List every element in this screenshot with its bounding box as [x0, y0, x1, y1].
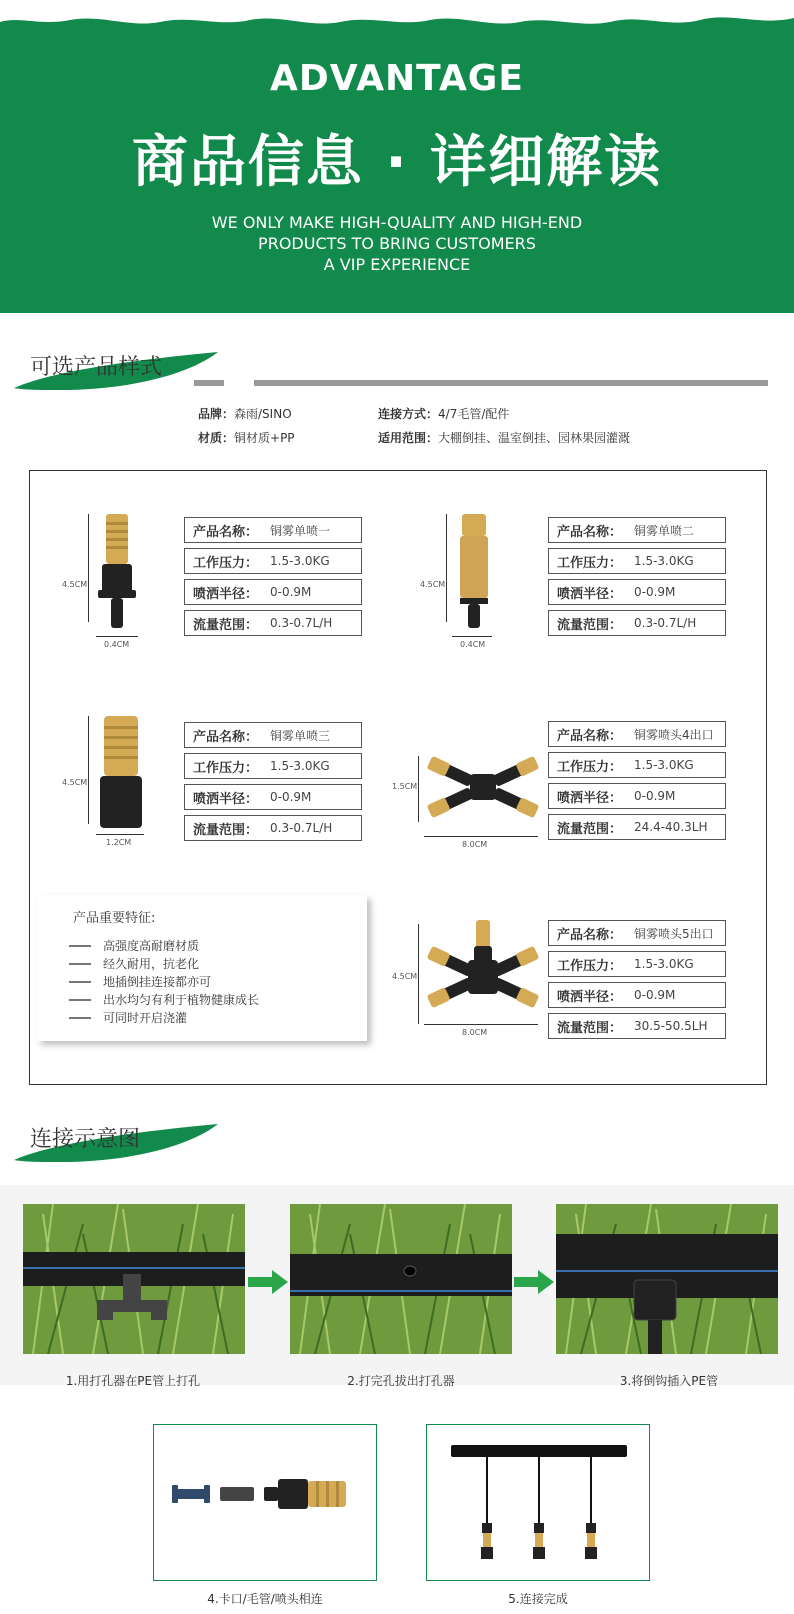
value-pressure: 1.5-3.0KG [630, 752, 726, 778]
value-radius: 0-0.9M [630, 783, 726, 809]
list-item [69, 955, 259, 973]
dash-icon [69, 963, 91, 965]
value-name: 铜雾喷头5出口 [630, 920, 726, 946]
nozzle-image [94, 512, 142, 632]
dash-icon [69, 1017, 91, 1019]
dimension-height: 4.5CM [62, 580, 88, 589]
label-name: 产品名称： [184, 517, 266, 543]
label-pressure: 工作压力： [184, 548, 266, 574]
spec-table [548, 716, 726, 845]
brand-label: 品牌： [198, 407, 235, 421]
completed-assembly-image [427, 1425, 649, 1580]
scope-value: 大棚倒挂、温室倒挂、园林果园灌溉 [438, 431, 631, 445]
dimension-line [96, 834, 144, 835]
dimension-line [446, 514, 447, 622]
value-name: 铜雾喷头4出口 [630, 721, 726, 747]
divider [194, 380, 224, 386]
banner-title-cn: 商品信息 · 详细解读 [131, 130, 663, 195]
spec-summary [198, 402, 630, 450]
brand-value: 森雨/SINO [234, 407, 292, 421]
list-item [69, 1009, 259, 1027]
label-flow: 流量范围： [548, 610, 630, 636]
nozzle-5-outlet-image [424, 920, 542, 1024]
step-caption: 5.连接完成 [508, 1592, 568, 1606]
spec-table [548, 915, 726, 1044]
label-pressure: 工作压力： [548, 752, 630, 778]
value-flow: 24.4-40.3LH [630, 814, 726, 840]
dimension-height: 4.5CM [392, 972, 418, 981]
step-caption: 4.卡口/毛管/喷头相连 [207, 1592, 323, 1606]
nozzle-image [96, 714, 146, 832]
value-name: 铜雾单喷三 [266, 722, 362, 748]
label-name: 产品名称： [548, 517, 630, 543]
tagline-line: A VIP EXPERIENCE [323, 255, 471, 274]
label-flow: 流量范围： [548, 1013, 630, 1039]
material-label: 材质： [198, 431, 235, 445]
grass-pipe-photo [556, 1204, 778, 1354]
header-banner [0, 0, 794, 313]
label-flow: 流量范围： [184, 815, 266, 841]
banner-title-en: ADVANTAGE [270, 58, 524, 99]
label-flow: 流量范围： [548, 814, 630, 840]
feature-text: 出水均匀有利于植物健康成长 [103, 993, 260, 1007]
label-radius: 喷洒半径： [184, 579, 266, 605]
arrow-right-icon [248, 1270, 288, 1294]
dimension-line [418, 924, 419, 1024]
dimension-width: 0.4CM [104, 640, 130, 649]
value-flow: 0.3-0.7L/H [266, 610, 362, 636]
banner-tagline [0, 212, 794, 275]
dash-icon [69, 999, 91, 1001]
label-name: 产品名称： [548, 920, 630, 946]
label-radius: 喷洒半径： [548, 982, 630, 1008]
section-header-products [10, 344, 230, 400]
material-value: 铜材质+PP [234, 431, 295, 445]
scope-label: 适用范围： [378, 431, 439, 445]
arrow-right-icon [514, 1270, 554, 1294]
grass-pipe-photo [23, 1204, 245, 1354]
tagline-line: PRODUCTS TO BRING CUSTOMERS [258, 234, 536, 253]
label-name: 产品名称： [184, 722, 266, 748]
feature-card [37, 895, 367, 1041]
value-pressure: 1.5-3.0KG [630, 548, 726, 574]
step-photo [556, 1204, 778, 1354]
section-title: 可选产品样式 [30, 355, 163, 380]
tagline-line: WE ONLY MAKE HIGH-QUALITY AND HIGH-END [211, 213, 583, 232]
dash-icon [69, 945, 91, 947]
feature-text: 经久耐用，抗老化 [103, 957, 200, 971]
value-name: 铜雾单喷二 [630, 517, 726, 543]
connect-label: 连接方式： [378, 407, 439, 421]
feature-list [69, 937, 259, 1027]
grass-pipe-photo [290, 1204, 512, 1354]
step-caption: 3.将倒钩插入PE管 [619, 1374, 719, 1388]
dimension-width: 0.4CM [460, 640, 486, 649]
spec-table [548, 512, 726, 641]
dimension-line [88, 514, 89, 622]
nozzle-4-outlet-image [424, 752, 542, 828]
value-pressure: 1.5-3.0KG [266, 753, 362, 779]
value-radius: 0-0.9M [630, 982, 726, 1008]
dimension-height: 4.5CM [62, 778, 88, 787]
dimension-width: 8.0CM [462, 840, 488, 849]
step-photo [290, 1204, 512, 1354]
dimension-line [88, 716, 89, 824]
value-radius: 0-0.9M [266, 579, 362, 605]
list-item [69, 973, 259, 991]
spec-table [184, 717, 362, 846]
value-name: 铜雾单喷一 [266, 517, 362, 543]
dimension-height: 4.5CM [420, 580, 446, 589]
list-item [69, 937, 259, 955]
connect-value: 4/7毛管/配件 [438, 407, 510, 421]
step-caption: 1.用打孔器在PE管上打孔 [65, 1374, 201, 1388]
dimension-width: 1.2CM [106, 838, 132, 847]
wave-decoration [0, 0, 794, 30]
label-pressure: 工作压力： [184, 753, 266, 779]
section-title: 连接示意图 [30, 1127, 141, 1152]
feature-text: 高强度高耐磨材质 [103, 939, 200, 953]
dimension-line [452, 636, 492, 637]
label-radius: 喷洒半径： [184, 784, 266, 810]
value-flow: 30.5-50.5LH [630, 1013, 726, 1039]
label-radius: 喷洒半径： [548, 783, 630, 809]
step-frame [426, 1424, 650, 1581]
value-pressure: 1.5-3.0KG [630, 951, 726, 977]
step-frame [153, 1424, 377, 1581]
dimension-line [424, 1024, 538, 1025]
label-name: 产品名称： [548, 721, 630, 747]
value-pressure: 1.5-3.0KG [266, 548, 362, 574]
label-radius: 喷洒半径： [548, 579, 630, 605]
label-pressure: 工作压力： [548, 548, 630, 574]
connector-parts-image [154, 1425, 376, 1580]
dimension-line [96, 636, 138, 637]
dimension-width: 8.0CM [462, 1028, 488, 1037]
step-photo [23, 1204, 245, 1354]
value-flow: 0.3-0.7L/H [630, 610, 726, 636]
list-item [69, 991, 259, 1009]
dimension-line [418, 756, 419, 822]
divider [254, 380, 768, 386]
features-title: 产品重要特征: [73, 911, 156, 926]
value-flow: 0.3-0.7L/H [266, 815, 362, 841]
dash-icon [69, 981, 91, 983]
value-radius: 0-0.9M [630, 579, 726, 605]
dimension-line [424, 836, 538, 837]
feature-text: 可同时开启浇灌 [103, 1011, 188, 1025]
step-caption: 2.打完孔拔出打孔器 [347, 1374, 455, 1388]
spec-table [184, 512, 362, 641]
feature-text: 地插倒挂连接都亦可 [103, 975, 212, 989]
label-pressure: 工作压力： [548, 951, 630, 977]
nozzle-image [452, 512, 496, 632]
label-flow: 流量范围： [184, 610, 266, 636]
value-radius: 0-0.9M [266, 784, 362, 810]
dimension-height: 1.5CM [392, 782, 418, 791]
section-header-connection [10, 1116, 230, 1172]
